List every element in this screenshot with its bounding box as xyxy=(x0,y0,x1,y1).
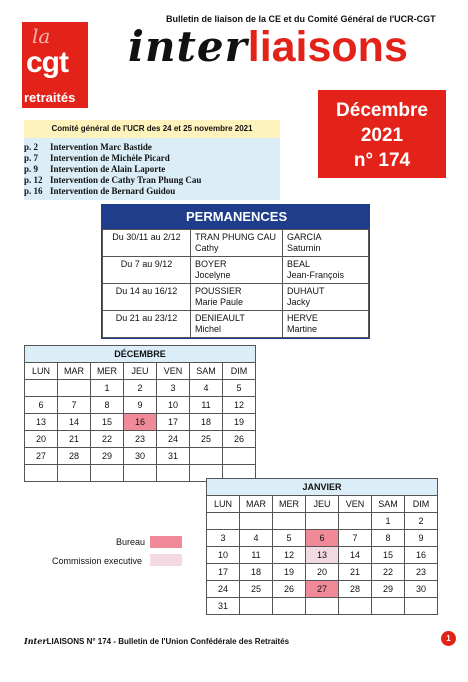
calendar-day xyxy=(273,513,306,530)
calendar-week-row xyxy=(25,448,256,465)
perm-first-name: Saturnin xyxy=(287,243,321,253)
calendar-december xyxy=(24,345,256,482)
perm-person-1 xyxy=(191,230,283,257)
perm-last-name: TRAN PHUNG CAU xyxy=(195,232,277,242)
intervention-text: Intervention de Alain Laporte xyxy=(50,164,166,174)
logo-la-text: la xyxy=(32,24,51,48)
footer-inter: Inter xyxy=(24,636,47,646)
interventions-list xyxy=(24,138,280,200)
calendar-day: 15 xyxy=(372,547,405,564)
permanences-title: PERMANENCES xyxy=(102,205,369,229)
calendar-day xyxy=(190,448,223,465)
page-ref: p. 16 xyxy=(24,186,43,196)
calendar-day: 24 xyxy=(207,581,240,598)
calendar-day xyxy=(339,598,372,615)
calendar-week-row xyxy=(207,530,438,547)
perm-person-2 xyxy=(283,257,369,284)
issue-box xyxy=(318,90,446,178)
calendar-day: 8 xyxy=(91,397,124,414)
calendar-day: 3 xyxy=(157,380,190,397)
weekday-header: LUN xyxy=(25,363,58,380)
logo-retraites-text: retraités xyxy=(24,90,76,105)
intervention-text: Intervention de Cathy Tran Phung Cau xyxy=(50,175,202,185)
calendar-day: 23 xyxy=(405,564,438,581)
perm-person-2 xyxy=(283,284,369,311)
perm-person-1 xyxy=(191,311,283,338)
title-inter: inter xyxy=(128,22,248,71)
calendar-day: 10 xyxy=(157,397,190,414)
cgt-retraites-logo xyxy=(22,22,88,108)
calendar-day: 6 xyxy=(25,397,58,414)
calendar-day: 14 xyxy=(58,414,91,431)
calendar-day: 12 xyxy=(273,547,306,564)
perm-first-name: Michel xyxy=(195,324,222,334)
calendar-title-row xyxy=(207,479,438,496)
footer xyxy=(24,636,289,646)
page-ref: p. 2 xyxy=(24,142,39,152)
calendar-day xyxy=(207,513,240,530)
weekday-header: MAR xyxy=(58,363,91,380)
bulletin-subtitle: Bulletin de liaison de la CE et du Comité Général de l'UCR-CGT xyxy=(166,14,436,24)
calendar-day xyxy=(157,465,190,482)
calendar-day: 29 xyxy=(91,448,124,465)
weekday-header: JEU xyxy=(306,496,339,513)
calendar-month-title: JANVIER xyxy=(207,479,438,496)
calendar-day: 26 xyxy=(273,581,306,598)
perm-first-name: Martine xyxy=(287,324,318,334)
calendar-day: 5 xyxy=(273,530,306,547)
calendar-day: 1 xyxy=(91,380,124,397)
legend-bureau-label: Bureau xyxy=(116,537,146,547)
calendar-week-row xyxy=(25,431,256,448)
calendar-day: 28 xyxy=(339,581,372,598)
calendar-day xyxy=(58,465,91,482)
calendar-day: 20 xyxy=(306,564,339,581)
calendar-day xyxy=(91,465,124,482)
perm-person-1 xyxy=(191,257,283,284)
calendar-day xyxy=(223,448,256,465)
perm-last-name: DUHAUT xyxy=(287,286,325,296)
perm-last-name: GARCIA xyxy=(287,232,322,242)
page-ref: p. 9 xyxy=(24,164,39,174)
calendar-day xyxy=(25,465,58,482)
calendar-week-row xyxy=(25,380,256,397)
weekday-header: VEN xyxy=(157,363,190,380)
calendar-day xyxy=(124,465,157,482)
calendar-day: 17 xyxy=(157,414,190,431)
calendar-day: 25 xyxy=(240,581,273,598)
calendar-day: 1 xyxy=(372,513,405,530)
perm-person-2 xyxy=(283,230,369,257)
calendar-week-row xyxy=(207,598,438,615)
intervention-text: Intervention de Michèle Picard xyxy=(50,153,170,163)
permanences-grid xyxy=(102,229,369,338)
calendar-day: 15 xyxy=(91,414,124,431)
weekday-header: LUN xyxy=(207,496,240,513)
calendar-day: 31 xyxy=(157,448,190,465)
calendar-day: 19 xyxy=(273,564,306,581)
calendar-january xyxy=(206,478,438,615)
calendar-day: 11 xyxy=(190,397,223,414)
calendar-week-row xyxy=(25,397,256,414)
list-item xyxy=(24,186,280,197)
calendar-day: 26 xyxy=(223,431,256,448)
calendar-week-row xyxy=(25,414,256,431)
calendar-day: 9 xyxy=(124,397,157,414)
calendar-day xyxy=(405,598,438,615)
calendar-day: 18 xyxy=(240,564,273,581)
weekday-header: MAR xyxy=(240,496,273,513)
calendar-day: 22 xyxy=(372,564,405,581)
logo-cgt-text: cgt xyxy=(26,46,68,79)
calendar-day: 8 xyxy=(372,530,405,547)
perm-last-name: BOYER xyxy=(195,259,227,269)
calendar-weekday-row xyxy=(207,496,438,513)
calendar-week-row xyxy=(207,564,438,581)
list-item xyxy=(24,153,280,164)
perm-last-name: BEAL xyxy=(287,259,311,269)
calendar-day: 16 xyxy=(405,547,438,564)
calendar-title-row xyxy=(25,346,256,363)
list-item xyxy=(24,175,280,186)
perm-person-1 xyxy=(191,284,283,311)
intervention-text: Intervention de Bernard Guidou xyxy=(50,186,176,196)
calendar-month-title: DÉCEMBRE xyxy=(25,346,256,363)
calendar-day: 16 xyxy=(124,414,157,431)
calendar-week-row xyxy=(207,547,438,564)
calendar-day: 4 xyxy=(240,530,273,547)
calendar-day: 28 xyxy=(58,448,91,465)
calendar-day xyxy=(306,513,339,530)
calendar-day: 6 xyxy=(306,530,339,547)
calendar-day: 25 xyxy=(190,431,223,448)
calendar-day xyxy=(25,380,58,397)
calendar-week-row xyxy=(207,581,438,598)
committee-title: Comité général de l'UCR des 24 et 25 novembre 2021 xyxy=(24,120,280,138)
calendar-day xyxy=(306,598,339,615)
permanences-table xyxy=(101,204,370,339)
page-ref: p. 7 xyxy=(24,153,39,163)
perm-first-name: Jacky xyxy=(287,297,311,307)
perm-first-name: Cathy xyxy=(195,243,219,253)
calendar-day: 13 xyxy=(25,414,58,431)
calendar-day: 10 xyxy=(207,547,240,564)
calendar-day xyxy=(58,380,91,397)
perm-date: Du 14 au 16/12 xyxy=(103,284,191,311)
calendar-day: 11 xyxy=(240,547,273,564)
calendar-day xyxy=(339,513,372,530)
table-row xyxy=(103,257,369,284)
intervention-text: Intervention Marc Bastide xyxy=(50,142,152,152)
calendar-day: 2 xyxy=(124,380,157,397)
perm-last-name: HERVE xyxy=(287,313,318,323)
legend-commission-swatch xyxy=(150,554,182,566)
table-row xyxy=(103,311,369,338)
calendar-day: 7 xyxy=(58,397,91,414)
calendar-day xyxy=(273,598,306,615)
calendar-day: 2 xyxy=(405,513,438,530)
legend-commission-label: Commission executive xyxy=(52,556,143,566)
weekday-header: DIM xyxy=(405,496,438,513)
issue-month: Décembre xyxy=(336,100,428,121)
list-item xyxy=(24,164,280,175)
calendar-day: 23 xyxy=(124,431,157,448)
page-number-badge: 1 xyxy=(441,631,456,646)
perm-date: Du 21 au 23/12 xyxy=(103,311,191,338)
perm-date: Du 30/11 au 2/12 xyxy=(103,230,191,257)
calendar-weekday-row xyxy=(25,363,256,380)
calendar-day: 30 xyxy=(405,581,438,598)
calendar-day: 9 xyxy=(405,530,438,547)
calendar-day xyxy=(240,598,273,615)
page-ref: p. 12 xyxy=(24,175,43,185)
calendar-day: 12 xyxy=(223,397,256,414)
perm-last-name: POUSSIER xyxy=(195,286,242,296)
calendar-day: 27 xyxy=(306,581,339,598)
list-item xyxy=(24,142,280,153)
calendar-day: 5 xyxy=(223,380,256,397)
calendar-day: 21 xyxy=(339,564,372,581)
weekday-header: MER xyxy=(273,496,306,513)
weekday-header: SAM xyxy=(190,363,223,380)
table-row xyxy=(103,284,369,311)
table-row xyxy=(103,230,369,257)
weekday-header: DIM xyxy=(223,363,256,380)
perm-last-name: DENIEAULT xyxy=(195,313,245,323)
weekday-header: JEU xyxy=(124,363,157,380)
calendar-day: 22 xyxy=(91,431,124,448)
calendar-day: 13 xyxy=(306,547,339,564)
calendar-day: 3 xyxy=(207,530,240,547)
issue-year: 2021 xyxy=(360,125,404,146)
calendar-week-row xyxy=(207,513,438,530)
calendar-day: 4 xyxy=(190,380,223,397)
calendar-day: 31 xyxy=(207,598,240,615)
calendar-day: 21 xyxy=(58,431,91,448)
perm-first-name: Jean-François xyxy=(287,270,345,280)
calendar-day: 17 xyxy=(207,564,240,581)
calendar-day: 19 xyxy=(223,414,256,431)
calendar-day: 30 xyxy=(124,448,157,465)
calendar-day: 29 xyxy=(372,581,405,598)
perm-person-2 xyxy=(283,311,369,338)
calendar-day xyxy=(240,513,273,530)
issue-number: n° 174 xyxy=(353,150,411,171)
calendar-day: 24 xyxy=(157,431,190,448)
calendar-day xyxy=(372,598,405,615)
publication-title xyxy=(128,22,408,71)
calendar-day: 18 xyxy=(190,414,223,431)
calendar-day: 20 xyxy=(25,431,58,448)
title-liaisons: liaisons xyxy=(247,23,408,71)
perm-first-name: Marie Paule xyxy=(195,297,244,307)
calendar-day: 14 xyxy=(339,547,372,564)
calendar-day: 27 xyxy=(25,448,58,465)
perm-first-name: Jocelyne xyxy=(195,270,231,280)
legend-bureau-swatch xyxy=(150,536,182,548)
weekday-header: VEN xyxy=(339,496,372,513)
footer-text: LIAISONS N° 174 - Bulletin de l'Union Confédérale des Retraités xyxy=(46,637,290,646)
weekday-header: MER xyxy=(91,363,124,380)
perm-date: Du 7 au 9/12 xyxy=(103,257,191,284)
calendar-day: 7 xyxy=(339,530,372,547)
weekday-header: SAM xyxy=(372,496,405,513)
